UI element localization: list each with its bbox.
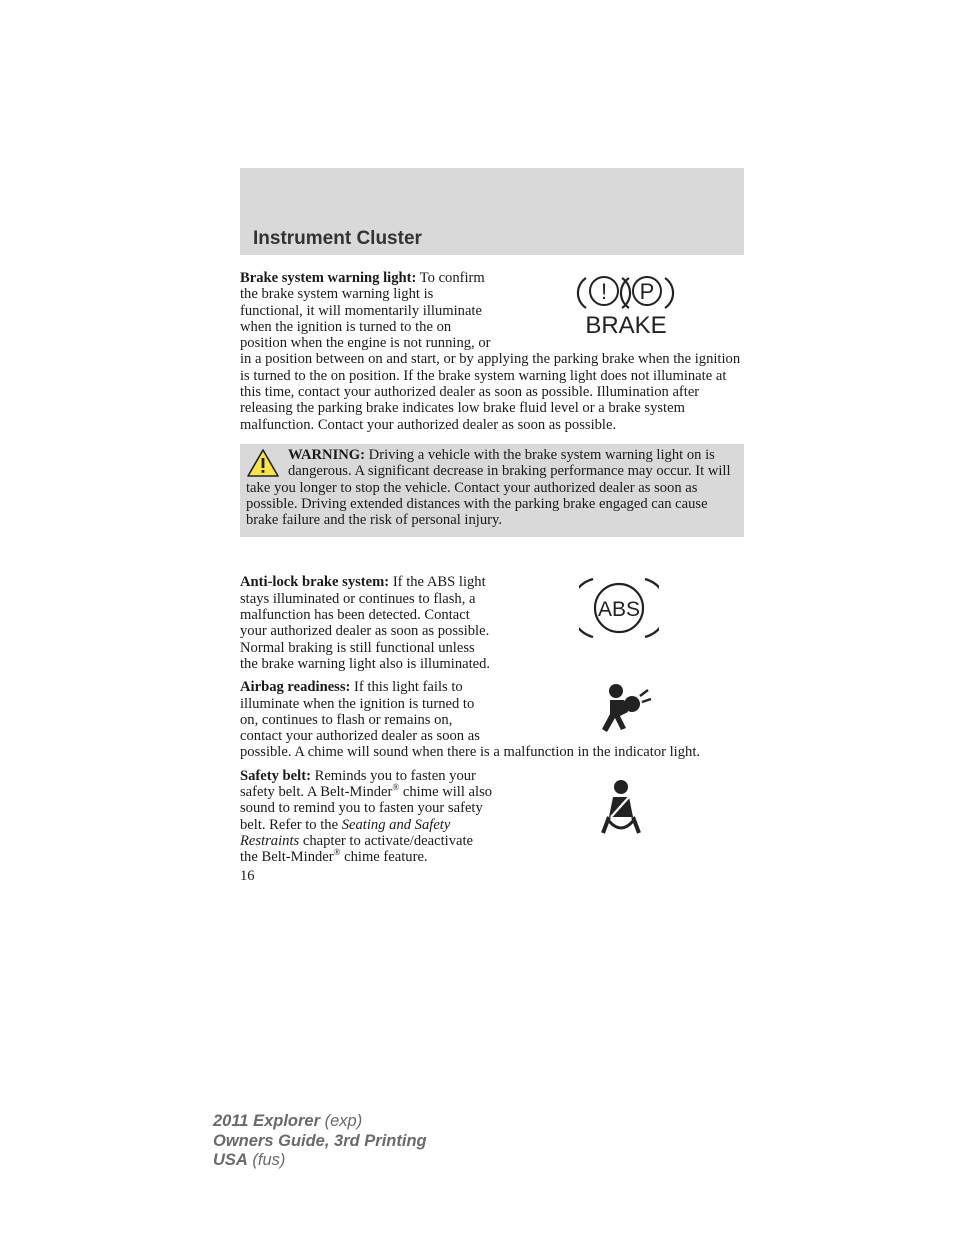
page-number: 16 bbox=[240, 867, 255, 884]
belt-section bbox=[240, 768, 744, 866]
brake-body: To confirm the brake system warning light is functional, it will momentarily illuminate when the ignition is turned to the on position when the engine is not running, or in a position between on and start, or by applying the parking brake when the ignition is turned to the on position. If the brake system warning light does not illuminate at this time, contact your authorized dealer as soon as possible. Illumination after releasing the parking brake indicates low brake fluid level or a brake system malfunction. Contact your authorized dealer as soon as possible. bbox=[240, 270, 741, 433]
brake-icon-p: P bbox=[639, 279, 655, 304]
airbag-section bbox=[240, 679, 744, 760]
abs-body: If the ABS light stays illuminated or continues to flash, a malfunction has been detected. Contact your authorized dealer as soon as possible. Normal braking is still functional unless the brake warning light also is illuminated. bbox=[240, 574, 491, 672]
airbag-icon bbox=[494, 679, 744, 737]
brake-icon bbox=[494, 268, 744, 342]
abs-icon bbox=[494, 568, 744, 648]
belt-body-4: chime feature. bbox=[340, 849, 428, 866]
belt-registered-1: ® bbox=[392, 782, 400, 793]
footer-model: 2011 Explorer bbox=[213, 1112, 321, 1130]
brake-warning-section bbox=[240, 268, 744, 433]
brake-lead: Brake system warning light: bbox=[240, 270, 417, 286]
belt-body-3: chapter to activate/deactivate the Belt-Minder bbox=[240, 832, 473, 866]
belt-chapter-reference: Seating and Safety Restraints bbox=[240, 816, 451, 849]
warning-box bbox=[240, 444, 744, 537]
warning-paragraph bbox=[246, 447, 734, 528]
footer-region-code: (fus) bbox=[247, 1151, 286, 1169]
warning-triangle-icon bbox=[246, 448, 280, 478]
page-content bbox=[240, 268, 744, 884]
warning-lead: WARNING: bbox=[288, 446, 366, 463]
belt-body-1: Reminds you to fasten your safety belt. A Belt-Minder bbox=[240, 767, 476, 801]
footer-line-3 bbox=[213, 1151, 427, 1171]
footer-line-1 bbox=[213, 1112, 427, 1132]
brake-icon-exclamation: ! bbox=[600, 279, 608, 304]
belt-lead: Safety belt: bbox=[240, 767, 311, 784]
footer-line-2: Owners Guide, 3rd Printing bbox=[213, 1131, 427, 1150]
abs-lead: Anti-lock brake system: bbox=[240, 574, 390, 591]
belt-registered-2: ® bbox=[333, 847, 341, 858]
page-title: Instrument Cluster bbox=[253, 228, 422, 249]
abs-icon-label: ABS bbox=[597, 598, 641, 622]
brake-icon-label: BRAKE bbox=[585, 312, 667, 339]
footer bbox=[213, 1112, 427, 1171]
abs-section bbox=[240, 574, 744, 672]
airbag-lead: Airbag readiness: bbox=[240, 679, 351, 696]
footer-model-code: (exp) bbox=[320, 1112, 363, 1130]
warning-body: Driving a vehicle with the brake system warning light on is dangerous. A significant decrease in braking performance may occur. It will take you longer to stop the vehicle. Contact your authorized dealer as soon as possible. Driving extended distances with the parking brake engaged can cause brake failure and the risk of personal injury. bbox=[246, 446, 731, 529]
seatbelt-icon bbox=[494, 772, 744, 842]
belt-body-2: chime will also sound to remind you to fasten your safety belt. Refer to the bbox=[240, 784, 493, 833]
footer-region: USA bbox=[213, 1151, 248, 1169]
airbag-body: If this light fails to illuminate when the ignition is turned to on, continues to flash or remains on, contact your authorized dealer as soon as possible. A chime will sound when there is a malfunction in the indicator light. bbox=[240, 679, 701, 761]
